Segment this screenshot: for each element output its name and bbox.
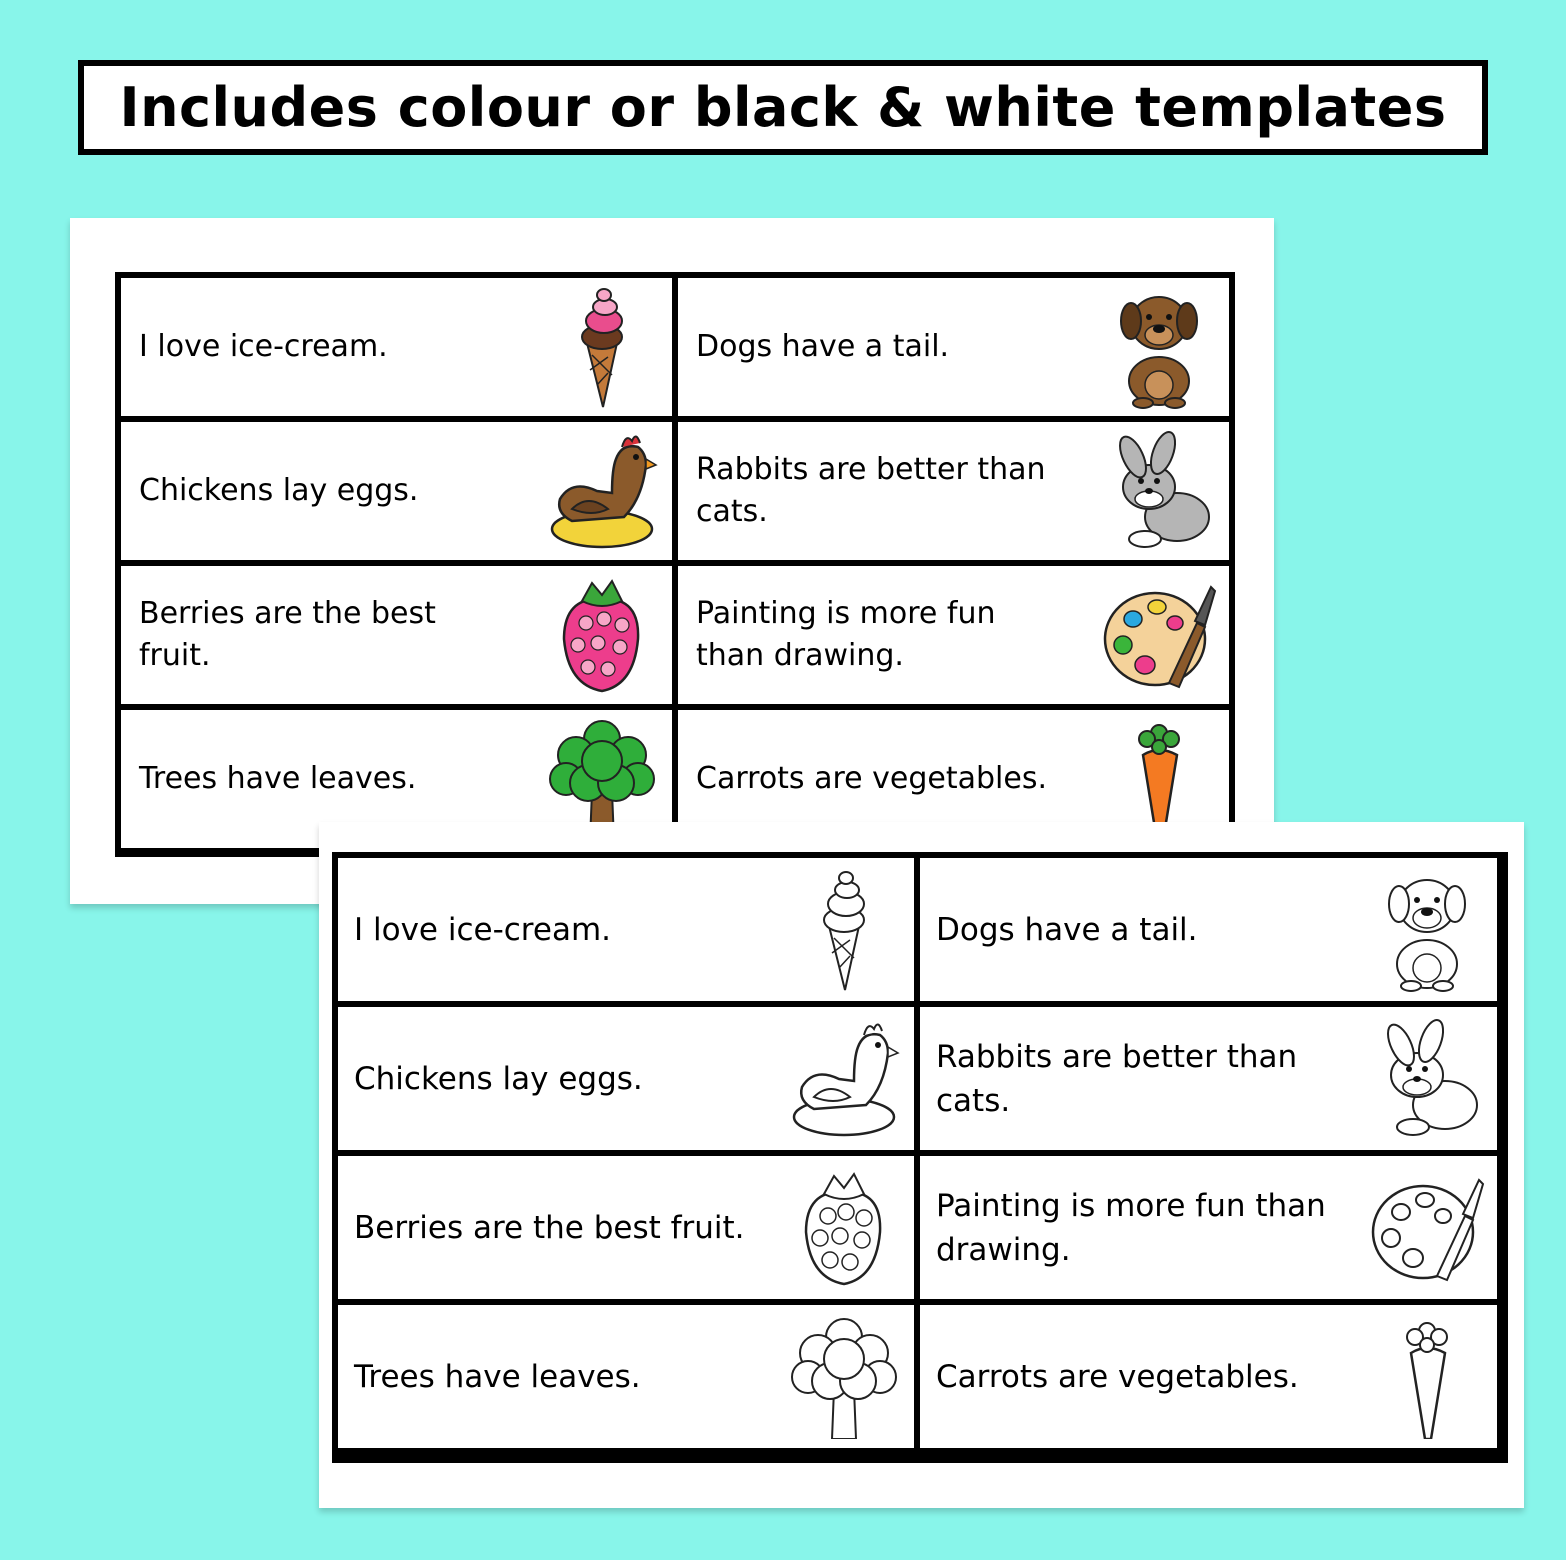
- card-text: Trees have leaves.: [354, 1358, 641, 1395]
- card-text: I love ice-cream.: [139, 329, 388, 364]
- card-text: Dogs have a tail.: [696, 329, 950, 364]
- card: [678, 278, 1229, 416]
- card-text: Carrots are vegetables.: [936, 1358, 1299, 1395]
- berry-icon: [542, 573, 662, 697]
- tree-icon: [784, 1315, 904, 1439]
- chicken-icon: [784, 1017, 904, 1141]
- carrot-icon: [1367, 1315, 1487, 1439]
- card-text: Painting is more fun than drawing.: [696, 596, 996, 673]
- card: [920, 1156, 1497, 1299]
- colour-template-sheet: [70, 218, 1274, 904]
- card-text: Carrots are vegetables.: [696, 761, 1048, 796]
- rabbit-icon: [1099, 429, 1219, 553]
- card: [678, 422, 1229, 560]
- card-text: Dogs have a tail.: [936, 911, 1198, 948]
- title-banner: [78, 60, 1488, 155]
- card: [678, 566, 1229, 704]
- card: [121, 278, 672, 416]
- dog-icon: [1099, 285, 1219, 409]
- card-text: Berries are the best fruit.: [139, 596, 436, 673]
- ice-cream-icon: [542, 285, 662, 409]
- card: [121, 566, 672, 704]
- card-text: Rabbits are better than cats.: [696, 452, 1046, 529]
- card-text: Rabbits are better than cats.: [936, 1038, 1298, 1119]
- card-text: Painting is more fun than drawing.: [936, 1187, 1326, 1268]
- paint-palette-icon: [1099, 573, 1219, 697]
- card: [920, 1305, 1497, 1448]
- card: [338, 1156, 914, 1299]
- card: [920, 1007, 1497, 1150]
- card-text: Berries are the best fruit.: [354, 1209, 745, 1246]
- card: [338, 1305, 914, 1448]
- rabbit-icon: [1367, 1017, 1487, 1141]
- card-grid: [332, 852, 1508, 1463]
- card-text: Chickens lay eggs.: [354, 1060, 643, 1097]
- card-grid: [115, 272, 1235, 857]
- berry-icon: [784, 1166, 904, 1290]
- card: [121, 422, 672, 560]
- card: [920, 858, 1497, 1001]
- card-text: Trees have leaves.: [139, 761, 417, 796]
- card: [338, 1007, 914, 1150]
- dog-icon: [1367, 868, 1487, 992]
- chicken-icon: [542, 429, 662, 553]
- banner-title: Includes colour or black & white templates: [119, 76, 1447, 139]
- card-text: Chickens lay eggs.: [139, 473, 419, 508]
- paint-palette-icon: [1367, 1166, 1487, 1290]
- ice-cream-icon: [784, 868, 904, 992]
- card-text: I love ice-cream.: [354, 911, 611, 948]
- card: [338, 858, 914, 1001]
- bw-template-sheet: [319, 822, 1524, 1508]
